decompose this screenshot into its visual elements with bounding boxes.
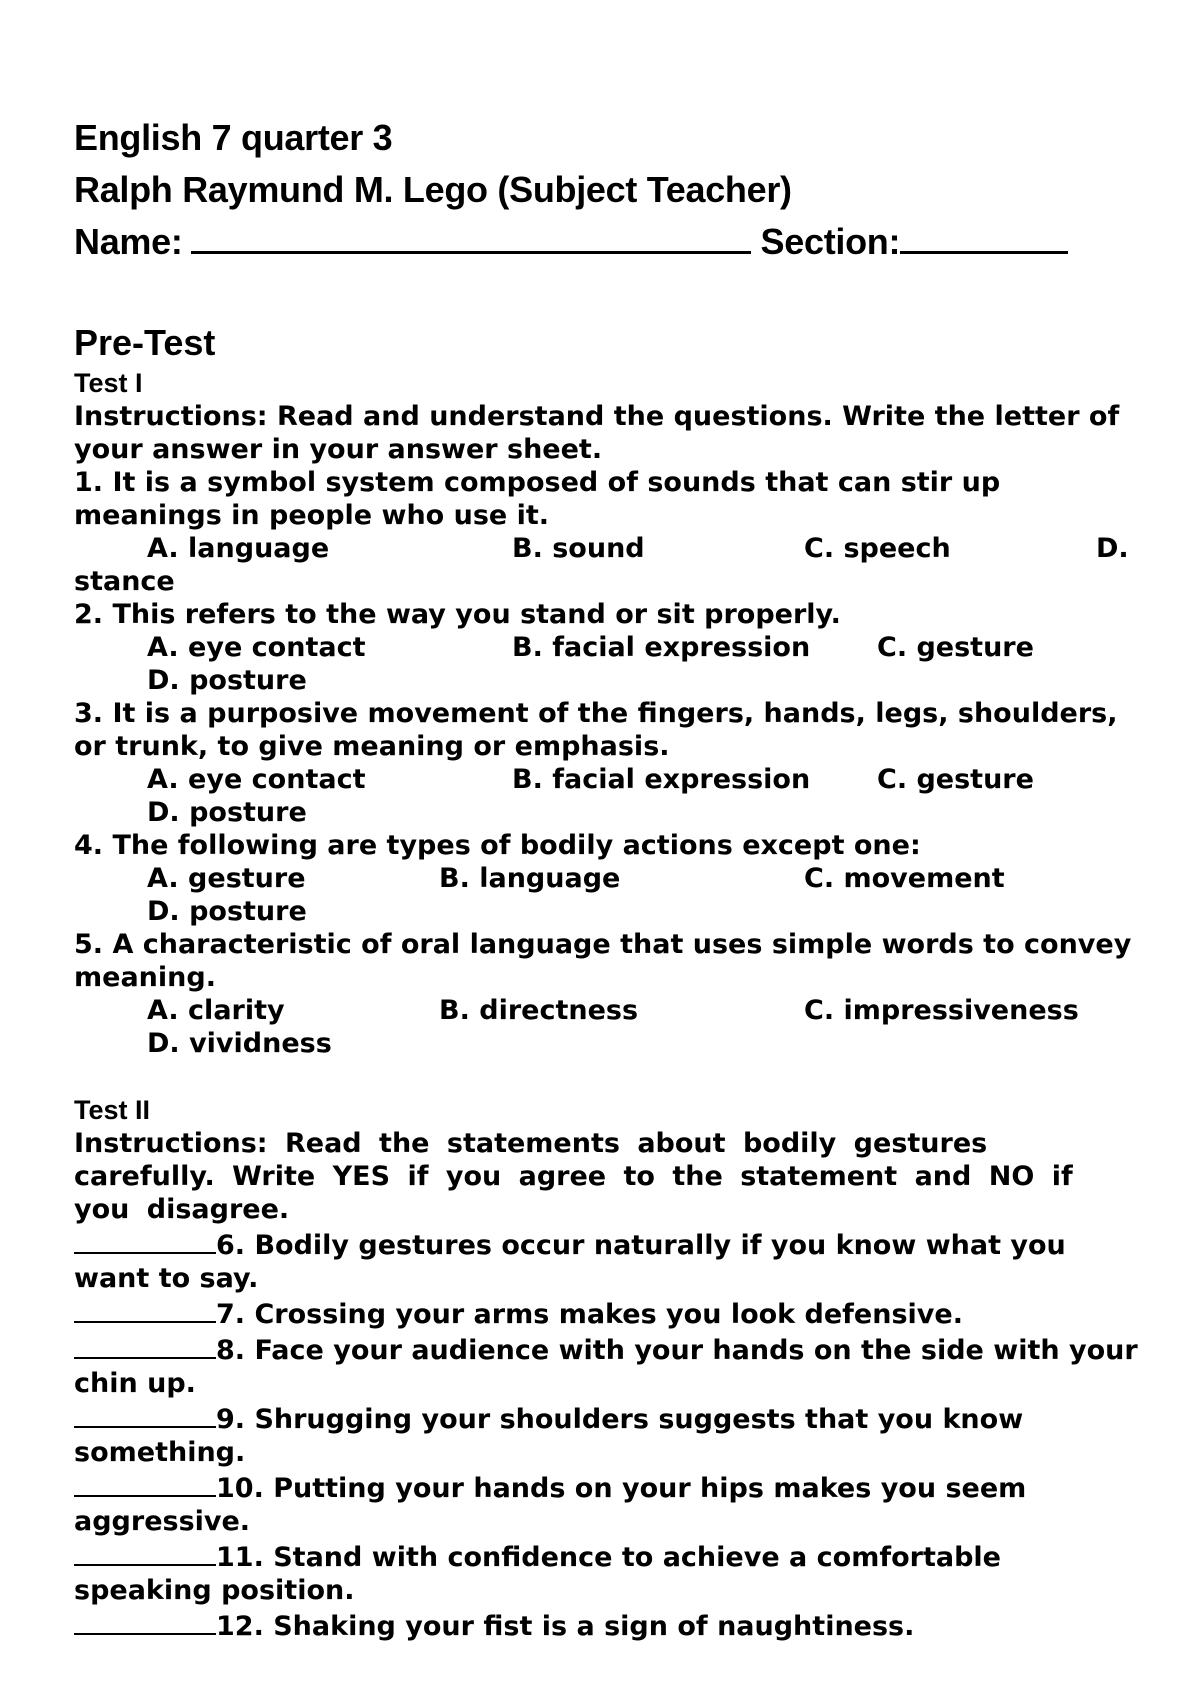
choice-d: D. posture — [147, 665, 307, 696]
choice-c: C. gesture — [877, 632, 1034, 663]
choice-d: D. posture — [147, 896, 307, 927]
statement-item — [74, 1400, 1144, 1469]
question-5-stem: 5. A characteristic of oral language that uses simple words to convey meaning. — [74, 929, 1132, 993]
section-gap — [74, 1060, 1144, 1093]
choice-a: A. clarity — [147, 995, 285, 1026]
choice-d: D. — [1096, 533, 1129, 564]
choice-b: B. facial expression — [512, 632, 811, 663]
choice-b: B. directness — [439, 995, 639, 1026]
statement-item — [74, 1607, 1144, 1643]
test1-instructions: Instructions: Read and understand the questions. Write the letter of your answer in your answer sheet. — [74, 401, 1120, 465]
choice-b: B. facial expression — [512, 764, 811, 795]
choice-a: A. eye contact — [147, 764, 366, 795]
course-title: English 7 quarter 3 — [74, 117, 393, 158]
choice-a: A. gesture — [147, 863, 306, 894]
choice-c: C. impressiveness — [804, 995, 1079, 1026]
choice-c: C. gesture — [877, 764, 1034, 795]
statement-text: 8. Face your audience with your hands on the side with your chin up. — [74, 1335, 1138, 1399]
statement-item — [74, 1331, 1144, 1400]
choice-a: A. language — [147, 533, 330, 564]
answer-blank[interactable] — [74, 1538, 216, 1566]
choice-a: A. eye contact — [147, 632, 366, 663]
name-section-line — [74, 216, 1144, 268]
answer-blank[interactable] — [74, 1295, 216, 1323]
choice-b: B. language — [439, 863, 621, 894]
name-blank — [191, 217, 751, 254]
teacher-name: Ralph Raymund M. Lego (Subject Teacher) — [74, 169, 792, 210]
test1-title: Test I — [74, 368, 143, 398]
question-1-stem: 1. It is a symbol system composed of sounds that can stir up meanings in people who use it. — [74, 467, 1001, 531]
name-label: Name: — [74, 221, 183, 262]
choice-d: D. vividness — [147, 1028, 332, 1059]
question-1-choices — [74, 532, 1144, 565]
test2-title: Test II — [74, 1095, 151, 1125]
question-4-stem: 4. The following are types of bodily actions except one: — [74, 830, 921, 861]
answer-blank[interactable] — [74, 1607, 216, 1635]
statement-text: 9. Shrugging your shoulders suggests that you know something. — [74, 1404, 1024, 1468]
statement-text: 10. Putting your hands on your hips makes you seem aggressive. — [74, 1473, 1027, 1537]
statement-item — [74, 1295, 1144, 1331]
question-2-choices — [74, 631, 1144, 664]
answer-blank[interactable] — [74, 1226, 216, 1254]
worksheet-page — [74, 112, 1144, 1643]
pretest-title: Pre-Test — [74, 322, 216, 363]
answer-blank[interactable] — [74, 1400, 216, 1428]
choice-d-continuation: stance — [74, 566, 175, 597]
choice-b: B. sound — [512, 533, 645, 564]
question-2-stem: 2. This refers to the way you stand or sit properly. — [74, 599, 841, 630]
section-label: Section: — [760, 221, 901, 262]
statement-text: 6. Bodily gestures occur naturally if you know what you want to say. — [74, 1230, 1066, 1294]
answer-blank[interactable] — [74, 1331, 216, 1359]
question-4-choices — [74, 862, 1144, 895]
statement-item — [74, 1538, 1144, 1607]
test2-instructions: Instructions: Read the statements about bodily gestures carefully. Write YES if you agree to the statement and NO if you disagree. — [74, 1128, 1073, 1225]
question-3-choices — [74, 763, 1144, 796]
statement-text: 11. Stand with confidence to achieve a comfortable speaking position. — [74, 1542, 1001, 1606]
choice-d: D. posture — [147, 797, 307, 828]
statement-item — [74, 1226, 1144, 1295]
section-blank — [900, 217, 1068, 254]
choice-c: C. speech — [804, 533, 951, 564]
statement-text: 12. Shaking your fist is a sign of naughtiness. — [216, 1611, 915, 1642]
question-5-choices — [74, 994, 1144, 1027]
choice-c: C. movement — [804, 863, 1005, 894]
answer-blank[interactable] — [74, 1469, 216, 1497]
question-3-stem: 3. It is a purposive movement of the fingers, hands, legs, shoulders, or trunk, to give meaning or emphasis. — [74, 698, 1118, 762]
statement-item — [74, 1469, 1144, 1538]
statement-text: 7. Crossing your arms makes you look defensive. — [216, 1299, 963, 1330]
